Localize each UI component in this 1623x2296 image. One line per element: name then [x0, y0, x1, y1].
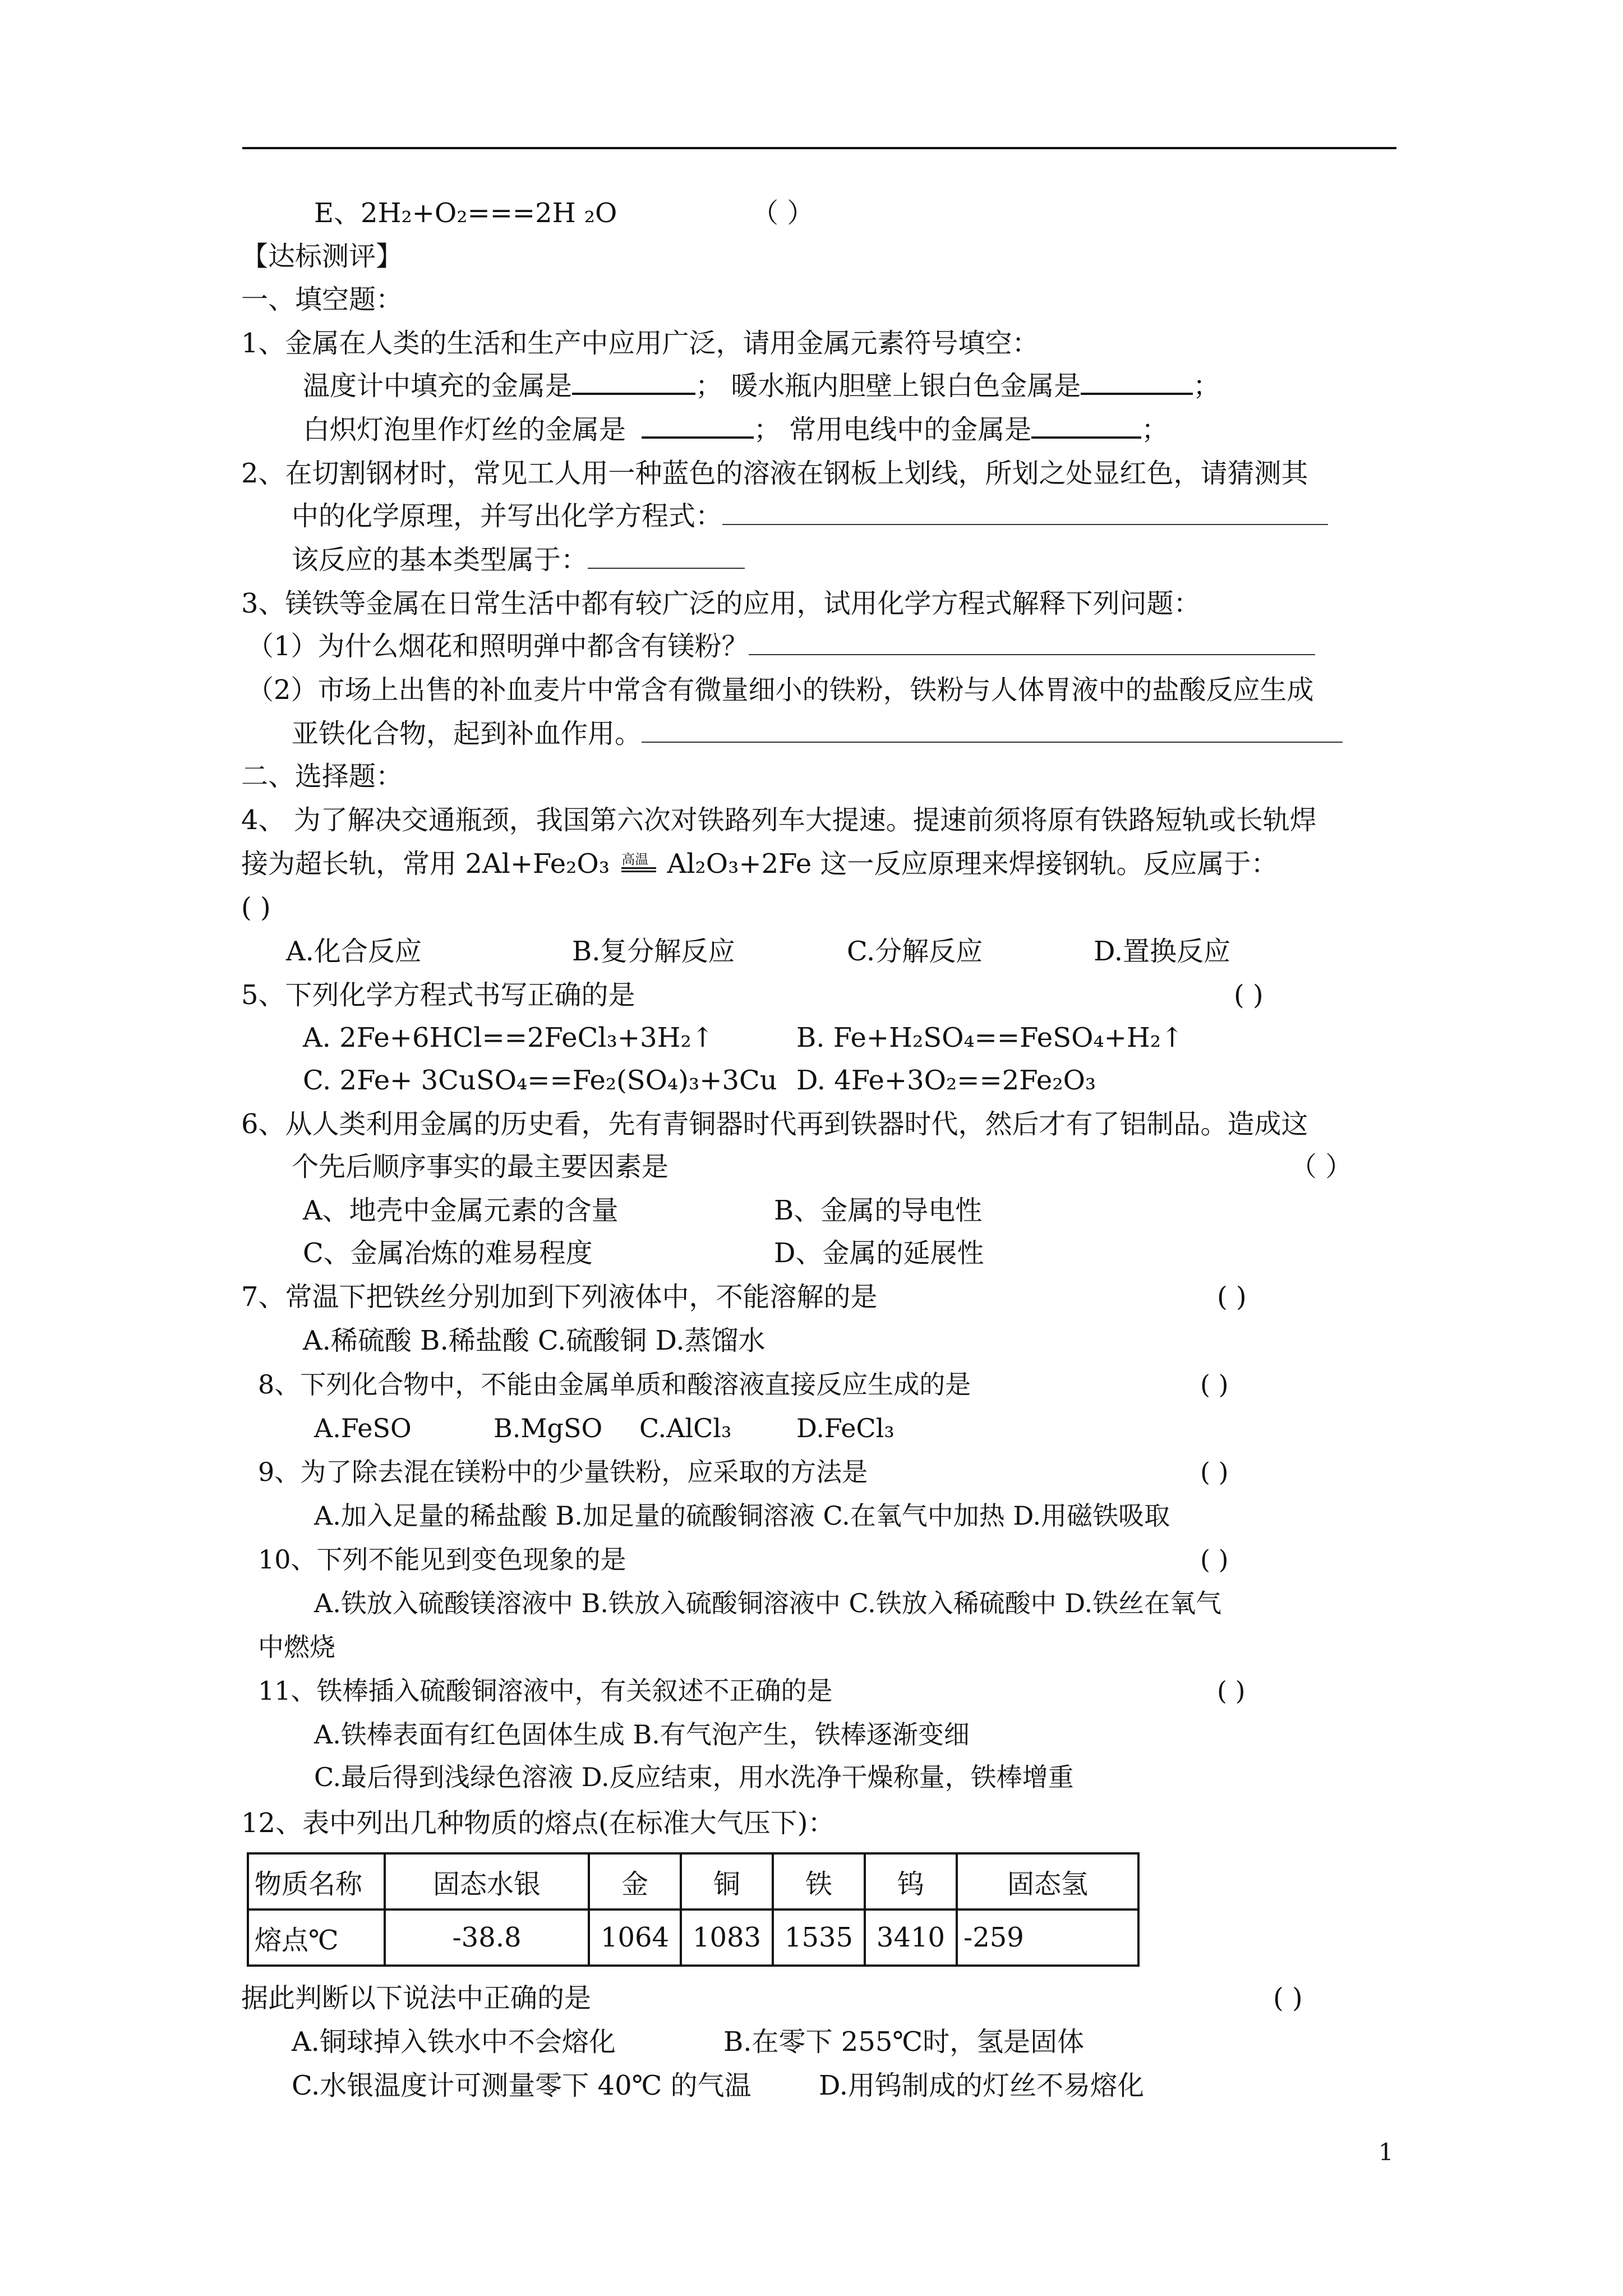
- table-cell: 1083: [681, 1910, 773, 1966]
- page-number: 1: [1378, 2138, 1394, 2166]
- answer-paren: ( ): [1200, 1457, 1229, 1487]
- melting-point-table: [247, 1852, 1140, 1967]
- section-heading: 【达标测评】: [241, 241, 403, 272]
- header-rule: [242, 147, 1396, 149]
- question-3: 3、镁铁等金属在日常生活中都有较广泛的应用，试用化学方程式解释下列问题：: [241, 588, 1201, 619]
- question-1-line-a: 温度计中填充的金属是 ； 暖水瓶内胆壁上银白色金属是 ；: [303, 368, 1220, 404]
- answer-line[interactable]: [722, 499, 1328, 525]
- question-3-sub-1: （1）为什么烟花和照明弹中都含有镁粉？: [247, 628, 1315, 664]
- question-10: 10、下列不能见到变色现象的是: [258, 1544, 626, 1575]
- question-11-options-ab: A.铁棒表面有红色固体生成 B.有气泡产生，铁棒逐渐变细: [314, 1719, 970, 1750]
- option-b: B.MgSO: [494, 1413, 603, 1443]
- answer-blank[interactable]: [1081, 368, 1193, 395]
- answer-paren: ( ): [1273, 1982, 1303, 2014]
- section-title-choice: 二、选择题：: [241, 761, 403, 792]
- answer-paren: ( ): [1200, 1544, 1229, 1575]
- question-10-options-cont: 中燃烧: [258, 1632, 335, 1662]
- question-6-line-b: 个先后顺序事实的最主要因素是: [292, 1151, 669, 1182]
- option-d: D.FeCl₃: [796, 1413, 895, 1443]
- table-cell: 金: [589, 1853, 681, 1910]
- answer-paren: ( ): [1217, 1676, 1246, 1706]
- question-12: 12、表中列出几种物质的熔点(在标准大气压下)：: [241, 1807, 835, 1839]
- option-b: B.在零下 255℃时，氢是固体: [723, 2026, 1085, 2058]
- question-9: 9、为了除去混在镁粉中的少量铁粉，应采取的方法是: [258, 1457, 868, 1487]
- table-cell: 钨: [865, 1853, 957, 1910]
- option-b: B. Fe+H₂SO₄==FeSO₄+H₂↑: [796, 1022, 1184, 1053]
- option-c: C.分解反应: [847, 936, 983, 967]
- question-2: 2、在切割钢材时，常见工人用一种蓝色的溶液在钢板上划线，所划之处显红色，请猜测其: [241, 458, 1308, 489]
- answer-paren: （ ）: [1290, 1151, 1353, 1182]
- table-header-row: [248, 1853, 1138, 1910]
- table-cell: 铜: [681, 1853, 773, 1910]
- option-a: A.化合反应: [286, 936, 422, 967]
- answer-line[interactable]: [749, 629, 1315, 655]
- reaction-condition-mark: 高温: [618, 846, 658, 882]
- question-8: 8、下列化合物中，不能由金属单质和酸溶液直接反应生成的是: [258, 1369, 971, 1400]
- question-2-line-c: 该反应的基本类型属于：: [292, 542, 745, 578]
- answer-blank[interactable]: [1031, 412, 1141, 439]
- option-c: C.水银温度计可测量零下 40℃ 的气温: [292, 2070, 751, 2101]
- question-7: 7、常温下把铁丝分别加到下列液体中，不能溶解的是: [241, 1281, 878, 1313]
- table-cell: 固态氢: [957, 1853, 1138, 1910]
- question-1: 1、金属在人类的生活和生产中应用广泛，请用金属元素符号填空：: [241, 328, 1039, 359]
- table-cell: 1064: [589, 1910, 681, 1966]
- answer-blank[interactable]: [642, 412, 754, 439]
- table-cell: -38.8: [385, 1910, 589, 1966]
- answer-paren: ( ): [1200, 1369, 1229, 1400]
- answer-line[interactable]: [588, 543, 745, 569]
- table-cell: 3410: [865, 1910, 957, 1966]
- question-3-sub-2-cont: 亚铁化合物，起到补血作用。: [292, 716, 1343, 752]
- table-cell: 物质名称: [248, 1853, 385, 1910]
- table-cell: 固态水银: [385, 1853, 589, 1910]
- question-9-options: A.加入足量的稀盐酸 B.加足量的硫酸铜溶液 C.在氧气中加热 D.用磁铁吸取: [314, 1501, 1170, 1531]
- option-d: D、金属的延展性: [774, 1237, 984, 1269]
- question-11-options-cd: C.最后得到浅绿色溶液 D.反应结束，用水洗净干燥称量，铁棒增重: [314, 1762, 1074, 1792]
- table-cell: -259: [957, 1910, 1138, 1966]
- option-a: A. 2Fe+6HCl==2FeCl₃+3H₂↑: [303, 1022, 714, 1053]
- question-item-e: E、2H₂+O₂===2H ₂O: [314, 197, 617, 229]
- option-a: A、地壳中金属元素的含量: [303, 1195, 619, 1226]
- question-10-options: A.铁放入硫酸镁溶液中 B.铁放入硫酸铜溶液中 C.铁放入稀硫酸中 D.铁丝在氧气: [314, 1588, 1222, 1618]
- question-6: 6、从人类利用金属的历史看，先有青铜器时代再到铁器时代，然后才有了铝制品。造成这: [241, 1108, 1308, 1140]
- table-cell: 1535: [773, 1910, 865, 1966]
- option-b: B.复分解反应: [572, 936, 735, 967]
- answer-blank[interactable]: [572, 368, 695, 395]
- option-b: B、金属的导电性: [774, 1195, 983, 1226]
- table-cell: 熔点℃: [248, 1910, 385, 1966]
- option-a: A.铜球掉入铁水中不会熔化: [292, 2026, 616, 2058]
- question-1-line-b: 白炽灯泡里作灯丝的金属是 ； 常用电线中的金属是 ；: [303, 412, 1168, 448]
- option-c: C、金属冶炼的难易程度: [303, 1237, 593, 1269]
- table-row: [248, 1910, 1138, 1966]
- question-4-line-b: 接为超长轨，常用 2Al+Fe₂O₃ 高温 Al₂O₃+2Fe 这一反应原理来焊接钢轨。反应属于：: [241, 846, 1278, 882]
- question-4: 4、 为了解决交通瓶颈，我国第六次对铁路列车大提速。提速前须将原有铁路短轨或长轨焊: [241, 804, 1317, 836]
- section-title-fill: 一、填空题：: [241, 284, 403, 315]
- answer-paren: ( ): [1217, 1281, 1247, 1313]
- option-d: D.用钨制成的灯丝不易熔化: [819, 2070, 1145, 2101]
- option-c: C. 2Fe+ 3CuSO₄==Fe₂(SO₄)₃+3Cu: [303, 1065, 777, 1096]
- option-d: D. 4Fe+3O₂==2Fe₂O₃: [796, 1065, 1096, 1096]
- option-d: D.置换反应: [1094, 936, 1231, 967]
- question-5: 5、下列化学方程式书写正确的是: [241, 979, 635, 1011]
- answer-paren: ( ): [241, 892, 271, 923]
- answer-line[interactable]: [642, 717, 1343, 743]
- question-7-options: A.稀硫酸 B.稀盐酸 C.硫酸铜 D.蒸馏水: [303, 1325, 766, 1356]
- option-a: A.FeSO: [314, 1413, 412, 1443]
- question-12-prompt: 据此判断以下说法中正确的是: [241, 1982, 592, 2014]
- answer-paren: （ ）: [751, 197, 814, 229]
- question-11: 11、铁棒插入硫酸铜溶液中，有关叙述不正确的是: [258, 1676, 833, 1706]
- option-c: C.AlCl₃: [639, 1413, 732, 1443]
- question-2-line-b: 中的化学原理，并写出化学方程式：: [292, 498, 1328, 534]
- question-3-sub-2: （2）市场上出售的补血麦片中常含有微量细小的铁粉，铁粉与人体胃液中的盐酸反应生成: [247, 674, 1314, 706]
- answer-paren: ( ): [1234, 979, 1264, 1011]
- table-cell: 铁: [773, 1853, 865, 1910]
